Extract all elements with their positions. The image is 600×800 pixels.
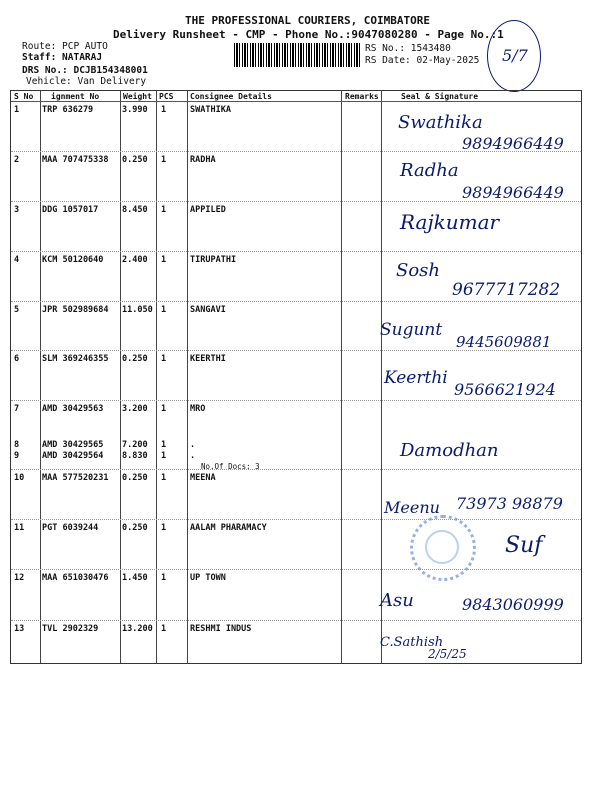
header-consignee: Consignee Details [190, 92, 272, 101]
cell-sno: 1 [14, 105, 20, 115]
cell-consignee: RADHA [190, 155, 216, 165]
cell-weight: 3.200 [122, 404, 148, 414]
signature-handwriting: Damodhan [400, 440, 499, 461]
signature-phone-handwriting: 9566621924 [454, 380, 556, 399]
cell-consignee: TIRUPATHI [190, 255, 237, 265]
cell-consignment: MAA 651030476 [42, 573, 109, 583]
signature-handwriting: Keerthi [384, 368, 448, 388]
cell-consignment: SLM 369246355 [42, 354, 109, 364]
cell-weight: 0.250 [122, 155, 148, 165]
cell-weight: 13.200 [122, 624, 153, 634]
no-of-docs: No.Of Docs: 3 [201, 462, 260, 471]
vehicle: Vehicle: Van Delivery [26, 76, 147, 87]
rs-date: RS Date: 02-May-2025 [365, 55, 480, 66]
cell-pcs: 1 [161, 523, 167, 533]
row-separator [11, 569, 581, 571]
cell-weight: 0.250 [122, 473, 148, 483]
cell-consignment: KCM 50120640 [42, 255, 104, 265]
cell-pcs: 1 [161, 473, 167, 483]
cell-sno: 8 [14, 440, 20, 450]
cell-pcs: 1 [161, 205, 167, 215]
row-separator [11, 519, 581, 521]
cell-consignee: . [190, 451, 196, 461]
cell-sno: 12 [14, 573, 25, 583]
signature-handwriting: Radha [400, 160, 459, 181]
cell-consignment: MAA 707475338 [42, 155, 109, 165]
cell-pcs: 1 [161, 440, 167, 450]
signature-handwriting: Suf [505, 533, 543, 558]
cell-weight: 8.450 [122, 205, 148, 215]
cell-sno: 3 [14, 205, 20, 215]
row-separator [11, 620, 581, 622]
staff-label: Staff: [22, 52, 63, 63]
cell-consignee: . [190, 440, 196, 450]
row-separator [11, 251, 581, 253]
signature-handwriting: Sugunt [380, 320, 443, 340]
cell-weight: 2.400 [122, 255, 148, 265]
cell-pcs: 1 [161, 573, 167, 583]
header-pcs: PCS [159, 92, 174, 101]
barcode-icon [234, 43, 360, 67]
header-seal-signature: Seal & Signature [401, 92, 479, 101]
cell-consignment: AMD 30429565 [42, 440, 104, 450]
header-weight: Weight [123, 92, 152, 101]
cell-weight: 3.990 [122, 105, 148, 115]
signature-handwriting: Asu [380, 590, 414, 611]
document-subtitle: Delivery Runsheet - CMP - Phone No.:9047080280 - Page No.:1 [113, 28, 504, 41]
signature-handwriting: Sosh [396, 260, 440, 281]
cell-consignment: MAA 577520231 [42, 473, 109, 483]
cell-consignee: RESHMI INDUS [190, 624, 252, 634]
cell-sno: 9 [14, 451, 20, 461]
header-sno: S No [14, 92, 34, 101]
cell-consignment: PGT 6039244 [42, 523, 99, 533]
cell-weight: 1.450 [122, 573, 148, 583]
row-separator [11, 301, 581, 303]
header-remarks: Remarks [345, 92, 379, 101]
staff [22, 52, 102, 63]
cell-pcs: 1 [161, 624, 167, 634]
cell-weight: 7.200 [122, 440, 148, 450]
row-separator [11, 469, 581, 471]
cell-weight: 8.830 [122, 451, 148, 461]
cell-consignee: APPILED [190, 205, 226, 215]
cell-weight: 0.250 [122, 354, 148, 364]
signature-phone-handwriting: 73973 98879 [456, 494, 563, 513]
cell-consignee: SWATHIKA [190, 105, 231, 115]
signature-handwriting: Meenu [384, 498, 440, 517]
drs-number [22, 65, 148, 76]
cell-consignment: TRP 636279 [42, 105, 94, 115]
signature-handwriting: Swathika [398, 112, 483, 133]
signature-phone-handwriting: 9677717282 [452, 280, 561, 300]
staff-name: NATARAJ [62, 52, 103, 63]
signature-handwriting: Rajkumar [400, 210, 500, 234]
cell-sno: 5 [14, 305, 20, 315]
cell-consignee: SANGAVI [190, 305, 226, 315]
cell-consignee: MRO [190, 404, 206, 414]
row-separator [11, 400, 581, 402]
cell-sno: 13 [14, 624, 25, 634]
cell-weight: 0.250 [122, 523, 148, 533]
rs-number: RS No.: 1543480 [365, 43, 451, 54]
header-consignment: ignment No [51, 92, 100, 101]
drs-value: DCJB154348001 [73, 65, 148, 76]
signature-handwriting: C.Sathish [380, 635, 444, 650]
page-mark: 5/7 [502, 46, 528, 65]
cell-consignment: TVL 2902329 [42, 624, 99, 634]
cell-pcs: 1 [161, 105, 167, 115]
cell-sno: 2 [14, 155, 20, 165]
cell-consignment: DDG 1057017 [42, 205, 99, 215]
route: Route: PCP AUTO [22, 41, 108, 52]
cell-consignment: AMD 30429564 [42, 451, 104, 461]
cell-pcs: 1 [161, 354, 167, 364]
cell-sno: 10 [14, 473, 25, 483]
seal-stamp-inner-icon [425, 530, 459, 564]
cell-pcs: 1 [161, 404, 167, 414]
signature-phone-handwriting: 9843060999 [462, 595, 564, 614]
signature-phone-handwriting: 9894966449 [462, 134, 564, 153]
signature-phone-handwriting: 9894966449 [462, 183, 564, 202]
cell-pcs: 1 [161, 451, 167, 461]
cell-consignment: AMD 30429563 [42, 404, 104, 414]
cell-consignment: JPR 502989684 [42, 305, 109, 315]
drs-label: DRS No.: [22, 65, 74, 76]
cell-consignee: UP TOWN [190, 573, 226, 583]
cell-weight: 11.050 [122, 305, 153, 315]
signature-phone-handwriting: 2/5/25 [428, 647, 467, 661]
cell-pcs: 1 [161, 255, 167, 265]
cell-pcs: 1 [161, 305, 167, 315]
document-title: THE PROFESSIONAL COURIERS, COIMBATORE [185, 14, 431, 27]
cell-consignee: KEERTHI [190, 354, 226, 364]
cell-sno: 7 [14, 404, 20, 414]
cell-sno: 4 [14, 255, 20, 265]
signature-phone-handwriting: 9445609881 [456, 333, 552, 351]
cell-pcs: 1 [161, 155, 167, 165]
runsheet-table [10, 90, 582, 664]
cell-consignee: AALAM PHARAMACY [190, 523, 267, 533]
cell-consignee: MEENA [190, 473, 216, 483]
cell-sno: 11 [14, 523, 25, 533]
cell-sno: 6 [14, 354, 20, 364]
